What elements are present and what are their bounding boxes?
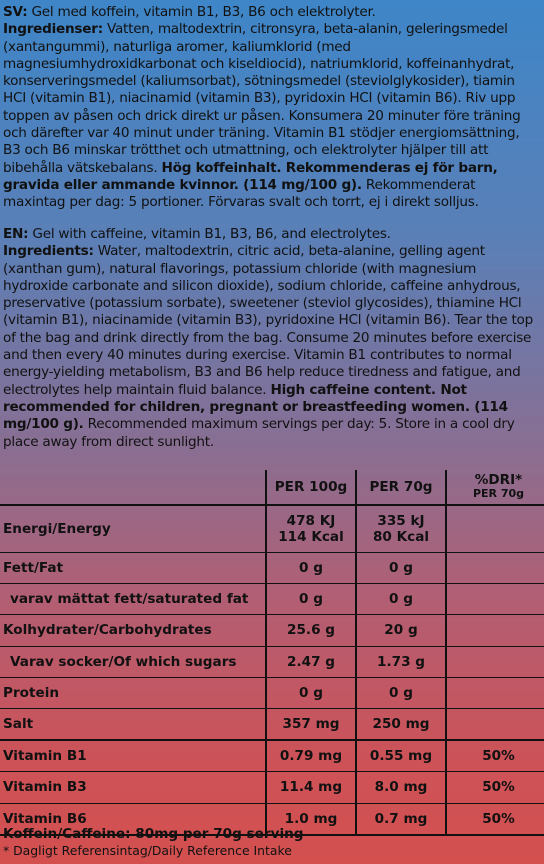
header-dri-label: %DRI* xyxy=(474,472,523,488)
value-per-100g: 2.47 g xyxy=(266,646,356,677)
value-per-100g: 0 g xyxy=(266,677,356,708)
en-ingredients: Water, maltodextrin, citric acid, beta-alanine, gelling agent (xanthan gum), natural flavorings, potassium chloride (with magnesium hydroxide carbonate and silicon dioxide), sodium chloride, caffeine anhydrous, preservative (potassium sorbate), sweetener (steviol glycosides), thiamine HCl (vitamin B1), niacinamide (vitamin B3), pyridoxine HCl (vitamin B6). Tear the top of the bag and drink directly from the bag. Consume 20 minutes before exercise and then every 40 minutes during exercise. Vitamin B1 contributes to normal energy-yielding metabolism, B3 and B6 help reduce tiredness and fatigue, and electrolytes help maintain fluid balance. xyxy=(3,243,533,398)
en-intro-label: EN: xyxy=(3,226,29,242)
table-header-row xyxy=(0,470,544,505)
value-dri xyxy=(446,677,544,708)
value-per-70g xyxy=(356,505,446,553)
row-label: Protein xyxy=(0,677,266,708)
header-per-100g: PER 100g xyxy=(266,470,356,505)
header-blank xyxy=(0,470,266,505)
sv-intro: Gel med koffein, vitamin B1, B3, B6 och elektrolyter. xyxy=(27,4,376,20)
table-row xyxy=(0,553,544,584)
sv-ingredients-label: Ingredienser: xyxy=(3,21,103,38)
value-dri: 50% xyxy=(446,803,544,835)
table-row xyxy=(0,615,544,646)
value-dri xyxy=(446,646,544,677)
value-per-70g: 1.73 g xyxy=(356,646,446,677)
value-dri: 50% xyxy=(446,740,544,772)
value-dri xyxy=(446,553,544,584)
english-paragraph xyxy=(3,226,541,451)
sv-rest: Rekommenderat maxintag per dag: 5 portioner. Förvaras svalt och torrt, ej i direkt solljus. xyxy=(3,176,479,211)
value-per-70g: 20 g xyxy=(356,615,446,646)
value-dri: 50% xyxy=(446,772,544,803)
en-intro: Gel with caffeine, vitamin B1, B3, B6, and electrolytes. xyxy=(28,226,391,242)
sv-intro-label: SV: xyxy=(3,4,28,20)
value-per-70g: 0 g xyxy=(356,677,446,708)
value-per-70g: 0 g xyxy=(356,584,446,615)
row-label: Vitamin B6 xyxy=(0,803,266,835)
table-row xyxy=(0,677,544,708)
table-row xyxy=(0,584,544,615)
row-label: Fett/Fat xyxy=(0,553,266,584)
value-per-70g: 8.0 mg xyxy=(356,772,446,803)
value-per-100g: 25.6 g xyxy=(266,615,356,646)
sv-ingredients: Vatten, maltodextrin, citronsyra, beta-alanin, geleringsmedel (xantangummi), naturliga aromer, kaliumklorid (med magnesiumhydroxidkarbonat och kiseldiocid), natriumklorid, koffeinanhydrat, konserveringsmedel (kaliumsorbat), sötningsmedel (steviolglykosider), tiamin HCI (vitamin B1), niacinamid (vitamin B3), pyridoxin HCI (vitamin B6). Riv upp toppen av påsen och drick direkt ur påsen. Konsumera 20 minuter före träning och därefter var 40 minut under träning. Vitamin B1 stödjer energiomsättning, B3 och B6 minskar trötthet och utmattning, och elektrolyter hjälper till att bibehålla vätskebalans. xyxy=(3,21,521,176)
row-label: Varav socker/Of which sugars xyxy=(0,646,266,677)
table-row xyxy=(0,646,544,677)
value-per-100g: 1.0 mg xyxy=(266,803,356,835)
table-row xyxy=(0,772,544,803)
value-per-100g: 357 mg xyxy=(266,708,356,740)
value-per-70g: 250 mg xyxy=(356,708,446,740)
value-per-70g: 0.55 mg xyxy=(356,740,446,772)
row-label: Energi/Energy xyxy=(0,505,266,553)
value-per-100g xyxy=(266,505,356,553)
energy-kcal-70g: 80 Kcal xyxy=(372,529,430,545)
value-dri xyxy=(446,584,544,615)
nutrition-table xyxy=(0,470,544,836)
row-label: Kolhydrater/Carbohydrates xyxy=(0,615,266,646)
row-label: varav mättat fett/saturated fat xyxy=(0,584,266,615)
swedish-paragraph xyxy=(3,4,541,212)
table-row xyxy=(0,740,544,772)
value-per-100g: 0 g xyxy=(266,553,356,584)
table-row xyxy=(0,708,544,740)
en-warning: High caffeine content. Not recommended for children, pregnant or breastfeeding women. (114 mg/100 g). xyxy=(3,381,508,433)
sv-warning: Hög koffeinhalt. Rekommenderas ej för barn, gravida eller ammande kvinnor. (114 mg/100 g). xyxy=(3,159,498,193)
dri-footnote: * Dagligt Referensintag/Daily Reference Intake xyxy=(3,843,292,858)
row-label: Vitamin B1 xyxy=(0,740,266,772)
value-dri xyxy=(446,615,544,646)
value-per-70g: 0 g xyxy=(356,553,446,584)
row-label: Salt xyxy=(0,708,266,740)
value-per-100g: 0 g xyxy=(266,584,356,615)
value-per-100g: 11.4 mg xyxy=(266,772,356,803)
en-rest: Recommended maximum servings per day: 5. Store in a cool dry place away from direct sunlight. xyxy=(3,416,515,450)
caffeine-statement: Koffein/Caffeine: 80mg per 70g serving xyxy=(3,826,304,842)
header-dri-sub: PER 70g xyxy=(472,487,525,500)
swedish-text-block xyxy=(3,4,541,212)
header-dri xyxy=(446,470,544,505)
value-dri xyxy=(446,505,544,553)
value-per-70g: 0.7 mg xyxy=(356,803,446,835)
table-row xyxy=(0,505,544,553)
value-dri xyxy=(446,708,544,740)
header-per-70g: PER 70g xyxy=(356,470,446,505)
energy-kj-70g: 335 kJ xyxy=(377,513,425,529)
english-text-block xyxy=(3,226,541,451)
row-label: Vitamin B3 xyxy=(0,772,266,803)
energy-kj-100g: 478 KJ xyxy=(286,513,336,529)
value-per-100g: 0.79 mg xyxy=(266,740,356,772)
en-ingredients-label: Ingredients: xyxy=(3,243,94,260)
footer xyxy=(3,826,541,858)
energy-kcal-100g: 114 Kcal xyxy=(278,529,344,545)
